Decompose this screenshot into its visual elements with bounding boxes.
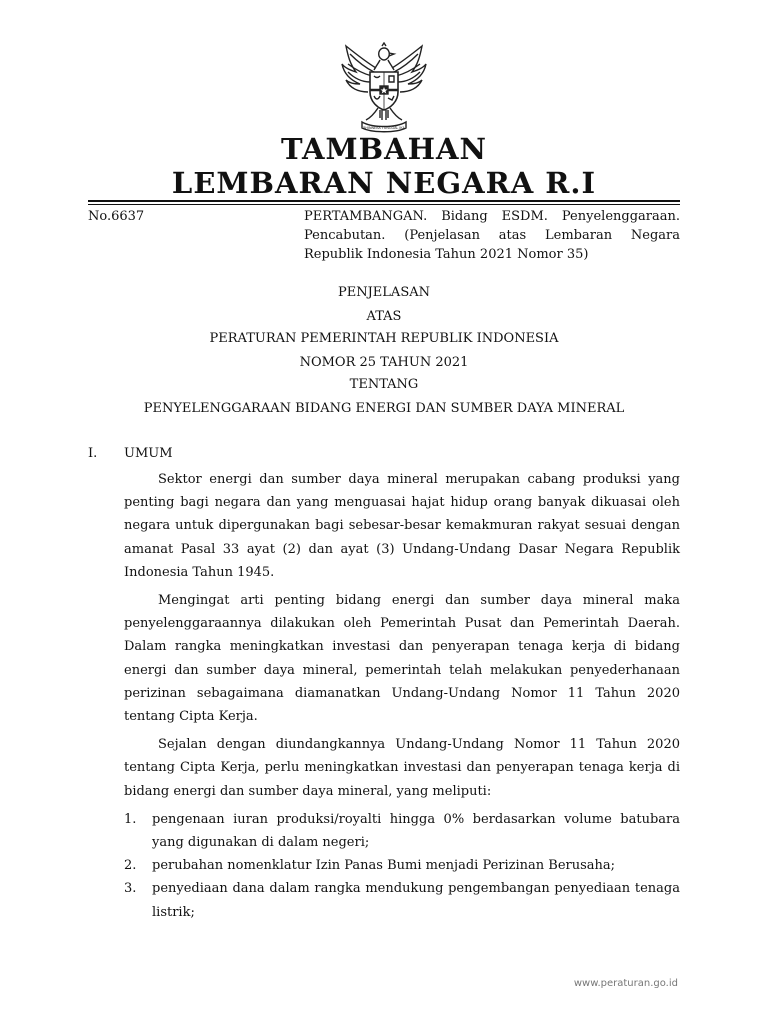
heading-subject: PENYELENGGARAAN BIDANG ENERGI DAN SUMBER DAYA MINERAL [143, 401, 625, 416]
list-item-number: 3. [124, 881, 137, 897]
document-title-line2: LEMBARAN NEGARA R.I [171, 166, 597, 200]
heading-atas: ATAS [366, 309, 402, 324]
list-item [124, 877, 680, 923]
list-item-number: 1. [124, 811, 137, 827]
document-title-line1: TAMBAHAN [280, 132, 487, 166]
list-item [124, 854, 680, 877]
footer-source-link[interactable]: www.peraturan.go.id [573, 978, 678, 989]
heading-tentang: TENTANG [349, 377, 419, 392]
paragraph: Sektor energi dan sumber daya mineral merupakan cabang produksi yang penting bagi negara dan yang menguasai hajat hidup orang banyak dikuasai oleh negara untuk dipergunakan bagi sebesar-besar kemakmuran rakyat sesuai dengan amanat Pasal 33 ayat (2) dan ayat (3) Undang-Undang Dasar Negara Republik Indonesia Tahun 1945. [124, 472, 680, 580]
gazette-number: No.6637 [88, 209, 145, 224]
list-item-text: penyediaan dana dalam rangka mendukung pengembangan penyediaan tenaga listrik; [152, 881, 680, 920]
section-number: I. [88, 446, 98, 461]
list-item-text: pengenaan iuran produksi/royalti hingga 0% berdasarkan volume batubara yang digunakan di dalam negeri; [152, 811, 680, 851]
numbered-list [124, 808, 680, 924]
heading-regulation: PERATURAN PEMERINTAH REPUBLIK INDONESIA [209, 331, 559, 346]
svg-text:BHINNEKA TUNGGAL IKA: BHINNEKA TUNGGAL IKA [363, 126, 405, 130]
paragraph: Sejalan dengan diundangkannya Undang-Undang Nomor 11 Tahun 2020 tentang Cipta Kerja, perlu meningkatkan investasi dan penyerapan tenaga kerja di bidang energi dan sumber daya mineral, yang meliputi: [124, 737, 680, 799]
paragraph: Mengingat arti penting bidang energi dan sumber daya mineral maka penyelenggaraannya dilakukan oleh Pemerintah Pusat dan Pemerintah Daerah. Dalam rangka meningkatkan investasi dan penyerapan tenaga kerja di bidang energi dan sumber daya mineral, pemerintah telah melakukan penyederhanaan perizinan sebagaimana diamanatkan Undang-Undang Nomor 11 Tahun 2020 tentang Cipta Kerja. [124, 593, 680, 725]
header-divider-thin [88, 204, 680, 205]
heading-number: NOMOR 25 TAHUN 2021 [299, 355, 469, 370]
list-item-text: perubahan nomenklatur Izin Panas Bumi menjadi Perizinan Berusaha; [152, 858, 616, 874]
header-divider-thick [88, 200, 680, 202]
list-item [124, 808, 680, 854]
list-item-number: 2. [124, 858, 137, 874]
section-body [124, 468, 680, 924]
garuda-emblem-icon [336, 42, 432, 134]
gazette-subject: PERTAMBANGAN. Bidang ESDM. Penyelenggaraan. Pencabutan. (Penjelasan atas Lembaran Negara Republik Indonesia Tahun 2021 Nomor 35) [304, 209, 680, 262]
heading-penjelasan: PENJELASAN [337, 285, 430, 300]
section-title: UMUM [124, 446, 173, 461]
